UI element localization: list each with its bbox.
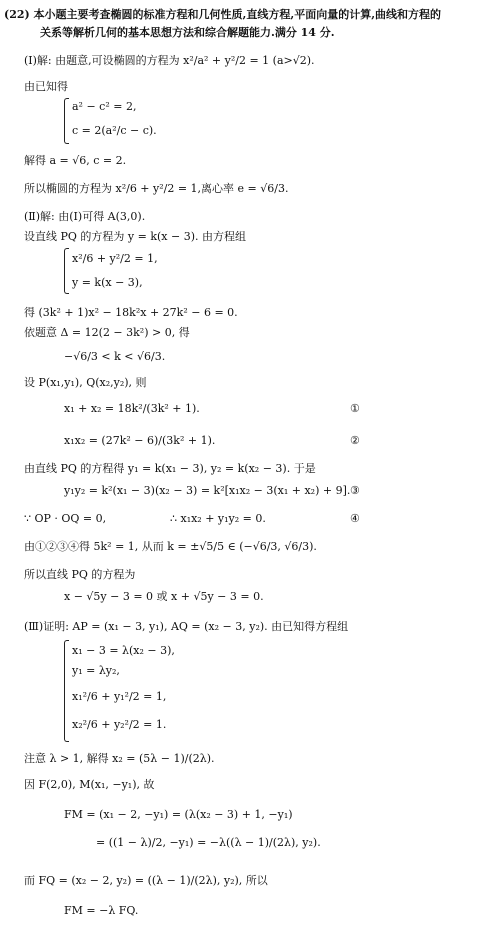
part3-sys-4: x₂²/6 + y₂²/2 = 1. [72,718,167,731]
part2-heading: (Ⅱ)解: 由(Ⅰ)可得 A(3,0). [24,210,146,223]
part2-setline: 设直线 PQ 的方程为 y = k(x − 3). 由方程组 [24,230,246,243]
part2-eq2: x₁x₂ = (27k² − 6)/(3k² + 1). [64,434,216,447]
part2-range: −√6/3 < k < √6/3. [64,350,166,363]
part3-because: 因 F(2,0), M(x₁, −y₁), 故 [24,778,155,791]
part2-tag1: ① [350,402,360,415]
part2-eq1: x₁ + x₂ = 18k²/(3k² + 1). [64,402,200,415]
part2-tag3: ③ [350,484,360,497]
part3-fm2: = ((1 − λ)/2, −y₁) = −λ((λ − 1)/(2λ), y₂). [96,836,321,849]
part2-eq3: y₁y₂ = k²(x₁ − 3)(x₂ − 3) = k²[x₁x₂ − 3(x₁ + x₂) + 9]. [64,484,351,497]
part3-fm1: FM = (x₁ − 2, −y₁) = (λ(x₂ − 3) + 1, −y₁) [64,808,293,821]
part2-final: x − √5y − 3 = 0 或 x + √5y − 3 = 0. [64,590,264,603]
part3-fq: 而 FQ = (x₂ − 2, y₂) = ((λ − 1)/(2λ), y₂), 所以 [24,874,268,887]
part3-sys-2: y₁ = λy₂, [72,664,120,677]
part2-fromline: 由直线 PQ 的方程得 y₁ = k(x₁ − 3), y₂ = k(x₂ − 3). 于是 [24,462,316,475]
part3-conclusion: FM = −λ FQ. [64,904,139,917]
part2-sys-2: y = k(x − 3), [72,276,143,289]
part1-result: 所以椭圆的方程为 x²/6 + y²/2 = 1,离心率 e = √6/3. [24,182,289,195]
part3-sys-3: x₁²/6 + y₁²/2 = 1, [72,690,167,703]
part2-eq4a: ∵ OP · OQ = 0, [24,512,107,525]
part2-combine: 由①②③④得 5k² = 1, 从而 k = ±√5/5 ∈ (−√6/3, √6/3). [24,540,317,553]
part2-tag2: ② [350,434,360,447]
part2-sys-1: x²/6 + y²/2 = 1, [72,252,158,265]
part1-sys-2: c = 2(a²/c − c). [72,124,157,137]
part1-brace [64,98,69,144]
part3-note: 注意 λ > 1, 解得 x₂ = (5λ − 1)/(2λ). [24,752,215,765]
part1-heading: (Ⅰ)解: 由题意,可设椭圆的方程为 x²/a² + y²/2 = 1 (a>√2). [24,54,315,67]
part2-so: 所以直线 PQ 的方程为 [24,568,136,581]
part3-sys-1: x₁ − 3 = λ(x₂ − 3), [72,644,175,657]
part2-brace [64,248,69,294]
part2-setpts: 设 P(x₁,y₁), Q(x₂,y₂), 则 [24,376,147,389]
part2-eq4b: ∴ x₁x₂ + y₁y₂ = 0. [170,512,266,525]
part2-delta: 依题意 Δ = 12(2 − 3k²) > 0, 得 [24,326,190,339]
part2-tag4: ④ [350,512,360,525]
part3-brace [64,640,69,742]
part1-solve: 解得 a = √6, c = 2. [24,154,127,167]
intro-line-1: (22) 本小题主要考查椭圆的标准方程和几何性质,直线方程,平面向量的计算,曲线和方程的 [4,8,442,21]
part3-heading: (Ⅲ)证明: AP = (x₁ − 3, y₁), AQ = (x₂ − 3, y₂). 由已知得方程组 [24,620,349,633]
intro-line-2: 关系等解析几何的基本思想方法和综合解题能力.满分 14 分. [40,26,335,39]
part2-get: 得 (3k² + 1)x² − 18k²x + 27k² − 6 = 0. [24,306,238,319]
part1-sys-1: a² − c² = 2, [72,100,137,113]
part1-known: 由已知得 [24,80,68,93]
